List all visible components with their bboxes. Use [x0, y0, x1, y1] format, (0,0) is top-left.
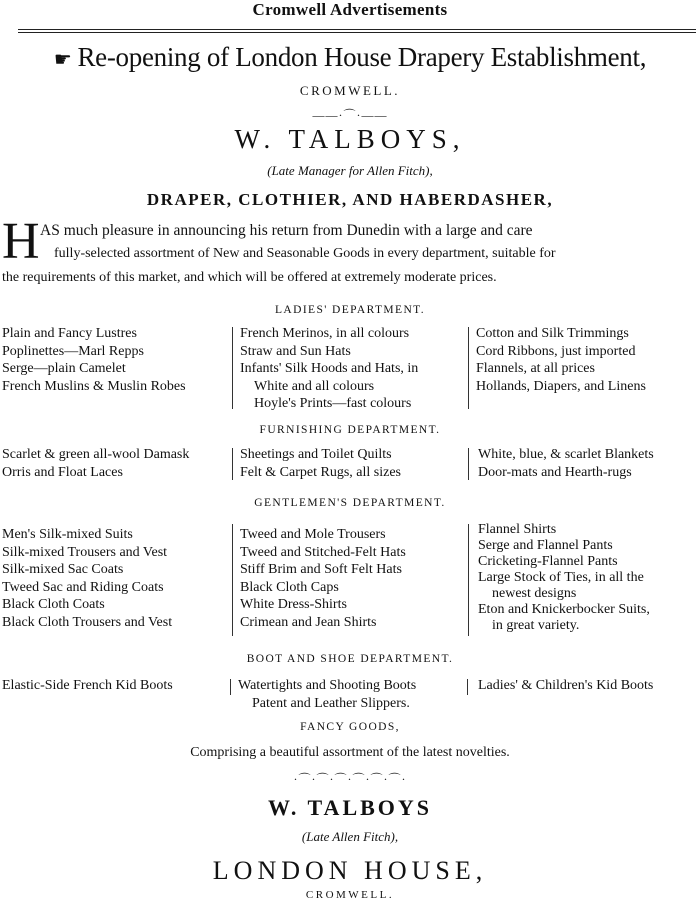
place-cromwell-2: CROMWELL. — [305, 889, 395, 901]
list-item: White, blue, & scarlet Blankets — [478, 447, 654, 462]
ladies-col-1 — [2, 325, 186, 395]
column-separator — [230, 679, 231, 695]
list-item: Watertights and Shooting Boots — [238, 678, 417, 693]
ladies-heading: LADIES' DEPARTMENT. — [274, 304, 425, 316]
list-item: Silk-mixed Sac Coats — [2, 562, 124, 577]
furnishing-col-3 — [478, 446, 654, 481]
ornament-divider-2: ·⌒·⌒·⌒·⌒·⌒·⌒· — [293, 772, 407, 786]
gentlemen-col-1 — [2, 526, 172, 631]
boots-col-2 — [238, 677, 416, 712]
list-item: Black Cloth Caps — [240, 579, 339, 595]
running-head: Cromwell Advertisements — [252, 0, 448, 19]
furnishing-heading: FURNISHING DEPARTMENT. — [259, 424, 441, 436]
list-item: Serge and Flannel Pants — [478, 538, 613, 553]
late-note-2: (Late Allen Fitch), — [301, 829, 399, 844]
ladies-col-2 — [240, 325, 418, 413]
list-item: Crimean and Jean Shirts — [240, 614, 377, 630]
top-rule-double — [18, 32, 696, 33]
list-item: French Merinos, in all colours — [240, 326, 410, 341]
boots-col-1 — [2, 677, 173, 695]
list-item: Men's Silk-mixed Suits — [2, 527, 133, 542]
list-item: Scarlet & green all-wool Damask — [2, 447, 190, 462]
list-item: Cricketing-Flannel Pants — [478, 554, 618, 569]
fancy-heading: FANCY GOODS, — [300, 721, 400, 733]
gentlemen-col-3 — [478, 522, 650, 634]
intro-line-3: the requirements of this market, and which will be offered at extremely moderate prices. — [2, 270, 497, 285]
list-item: Ladies' & Children's Kid Boots — [478, 678, 654, 693]
list-item: Elastic-Side French Kid Boots — [2, 678, 173, 693]
proprietor-name: W. TALBOYS, — [234, 124, 466, 154]
list-item: Cotton and Silk Trimmings — [476, 326, 629, 341]
list-item: Straw and Sun Hats — [240, 343, 351, 359]
furnishing-col-1 — [2, 446, 189, 481]
column-separator — [467, 679, 468, 695]
column-separator — [232, 524, 233, 636]
drop-cap: H — [2, 213, 40, 270]
list-item: Infants' Silk Hoods and Hats, in — [240, 361, 419, 376]
gentlemen-col-2 — [240, 526, 406, 631]
list-item: Tweed and Stitched-Felt Hats — [240, 544, 406, 560]
list-item: Orris and Float Laces — [2, 464, 123, 480]
list-item: White Dress-Shirts — [240, 597, 347, 612]
pointing-hand-icon: ☛ — [53, 49, 72, 71]
ladies-col-3 — [476, 325, 646, 395]
trade-line: DRAPER, CLOTHIER, AND HABERDASHER, — [146, 190, 554, 209]
list-item: Patent and Leather Slippers. — [252, 695, 410, 711]
column-separator — [468, 524, 469, 636]
column-separator — [468, 448, 469, 480]
list-item: newest designs — [492, 586, 577, 601]
list-item: Poplinettes—Marl Repps — [2, 343, 144, 359]
list-item: Door-mats and Hearth-rugs — [478, 464, 632, 480]
list-item: Eton and Knickerbocker Suits, — [478, 602, 650, 617]
london-house-title: LONDON HOUSE, — [212, 856, 488, 885]
headline — [0, 42, 700, 73]
late-manager-note: (Late Manager for Allen Fitch), — [267, 163, 433, 178]
list-item: Serge—plain Camelet — [2, 361, 126, 376]
intro-line-2: fully-selected assortment of New and Seasonable Goods in every department, suitable for — [54, 246, 556, 261]
list-item: French Muslins & Muslin Robes — [2, 378, 186, 394]
list-item: in great variety. — [492, 618, 580, 633]
place-cromwell: CROMWELL. — [299, 83, 401, 98]
column-separator — [232, 448, 233, 480]
list-item: Black Cloth Trousers and Vest — [2, 614, 173, 630]
list-item: Flannel Shirts — [478, 522, 557, 537]
list-item: Black Cloth Coats — [2, 597, 105, 612]
column-separator — [468, 327, 469, 409]
furnishing-col-2 — [240, 446, 401, 481]
list-item: Stiff Brim and Soft Felt Hats — [240, 562, 402, 577]
proprietor-name-2: W. TALBOYS — [267, 795, 433, 820]
top-rule — [18, 29, 696, 30]
ornament-divider: ——·⌒·—— — [312, 108, 388, 122]
intro-line-1: AS much pleasure in announcing his return from Dunedin with a large and care — [40, 222, 533, 239]
boots-col-3 — [478, 677, 653, 695]
list-item: Large Stock of Ties, in all the — [478, 570, 644, 585]
list-item: Cord Ribbons, just imported — [476, 343, 636, 359]
list-item: Silk-mixed Trousers and Vest — [2, 544, 168, 560]
list-item: Flannels, at all prices — [476, 361, 595, 376]
list-item: Tweed and Mole Trousers — [240, 527, 386, 542]
list-item: Plain and Fancy Lustres — [2, 326, 137, 341]
list-item: White and all colours — [254, 378, 375, 394]
fancy-text: Comprising a beautiful assortment of the latest novelties. — [190, 745, 510, 760]
list-item: Tweed Sac and Riding Coats — [2, 579, 164, 595]
list-item: Felt & Carpet Rugs, all sizes — [240, 464, 401, 480]
headline-text: Re-opening of London House Drapery Establishment, — [77, 42, 647, 72]
boots-heading: BOOT AND SHOE DEPARTMENT. — [246, 653, 454, 665]
column-separator — [232, 327, 233, 409]
list-item: Sheetings and Toilet Quilts — [240, 447, 392, 462]
list-item: Hollands, Diapers, and Linens — [476, 378, 646, 394]
gentlemen-heading: GENTLEMEN'S DEPARTMENT. — [254, 497, 446, 509]
list-item: Hoyle's Prints—fast colours — [254, 396, 412, 411]
